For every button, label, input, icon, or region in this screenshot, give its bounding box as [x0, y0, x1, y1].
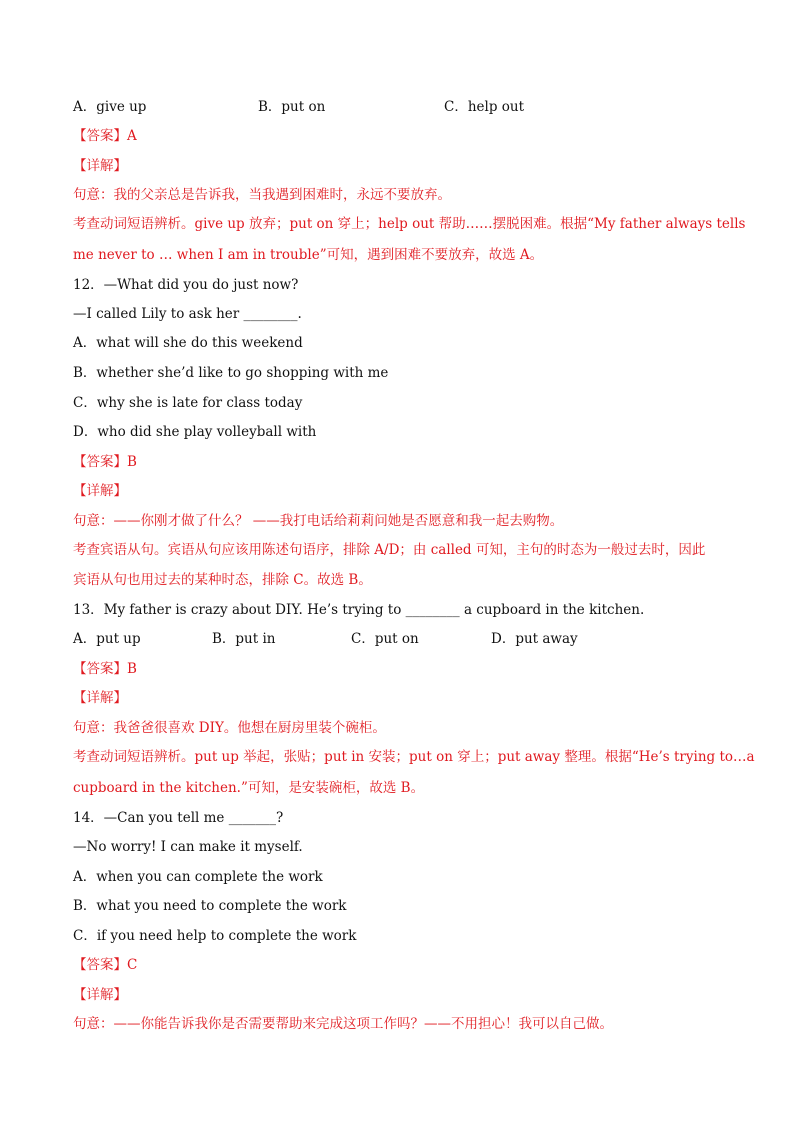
q11-explain-2: 考查动词短语辨析。give up 放弃；put on 穿上；help out 帮助……摆脱困难。根据“My father always tells: [73, 216, 746, 232]
q11-option-a: A．give up: [73, 99, 147, 115]
q14-stem-1: 14．—Can you tell me _______?: [73, 810, 284, 826]
q14-detail-label: 【详解】: [73, 987, 127, 1003]
q11-option-b: B．put on: [258, 99, 326, 115]
q13-option-b: B．put in: [212, 631, 276, 647]
q12-stem-2: —I called Lily to ask her ________.: [73, 306, 302, 322]
q12-detail-label: 【详解】: [73, 483, 127, 499]
q11-explain-1: 句意：我的父亲总是告诉我，当我遇到困难时，永远不要放弃。: [73, 187, 451, 203]
q12-option-b: B．whether she’d like to go shopping with me: [73, 365, 389, 381]
q14-option-a: A．when you can complete the work: [73, 869, 323, 885]
q13-option-c: C．put on: [351, 631, 419, 647]
q11-detail-label: 【详解】: [73, 158, 127, 174]
q12-option-a: A．what will she do this weekend: [73, 335, 303, 351]
q13-detail-label: 【详解】: [73, 690, 127, 706]
q11-option-c: C．help out: [444, 99, 525, 115]
q12-option-d: D．who did she play volleyball with: [73, 424, 317, 440]
q14-answer: 【答案】C: [73, 957, 138, 973]
q13-option-a: A．put up: [73, 631, 141, 647]
q12-option-c: C．why she is late for class today: [73, 395, 303, 411]
q11-explain-3: me never to … when I am in trouble”可知，遇到困难不要放弃，故选 A。: [73, 247, 544, 263]
q12-explain-3: 宾语从句也用过去的某种时态，排除 C。故选 B。: [73, 572, 372, 588]
q13-option-d: D．put away: [491, 631, 578, 647]
q12-stem-1: 12．—What did you do just now?: [73, 277, 299, 293]
q13-explain-3: cupboard in the kitchen.”可知，是安装碗柜，故选 B。: [73, 780, 425, 796]
q12-explain-1: 句意：——你刚才做了什么？ ——我打电话给莉莉问她是否愿意和我一起去购物。: [73, 513, 564, 529]
q14-option-c: C．if you need help to complete the work: [73, 928, 357, 944]
q14-explain-1: 句意：——你能告诉我你是否需要帮助来完成这项工作吗？——不用担心！我可以自己做。: [73, 1016, 613, 1032]
q13-answer: 【答案】B: [73, 661, 137, 677]
q12-explain-2: 考查宾语从句。宾语从句应该用陈述句语序，排除 A/D；由 called 可知，主句的时态为一般过去时，因此: [73, 542, 706, 558]
q13-stem-1: 13．My father is crazy about DIY. He’s trying to ________ a cupboard in the kitchen.: [73, 602, 645, 618]
q13-explain-1: 句意：我爸爸很喜欢 DIY。他想在厨房里装个碗柜。: [73, 720, 386, 736]
q13-explain-2: 考查动词短语辨析。put up 举起，张贴；put in 安装；put on 穿上；put away 整理。根据“He’s trying to…a: [73, 749, 755, 765]
q12-answer: 【答案】B: [73, 454, 137, 470]
q14-option-b: B．what you need to complete the work: [73, 898, 347, 914]
q11-answer: 【答案】A: [73, 128, 137, 144]
q14-stem-2: —No worry! I can make it myself.: [73, 839, 303, 855]
